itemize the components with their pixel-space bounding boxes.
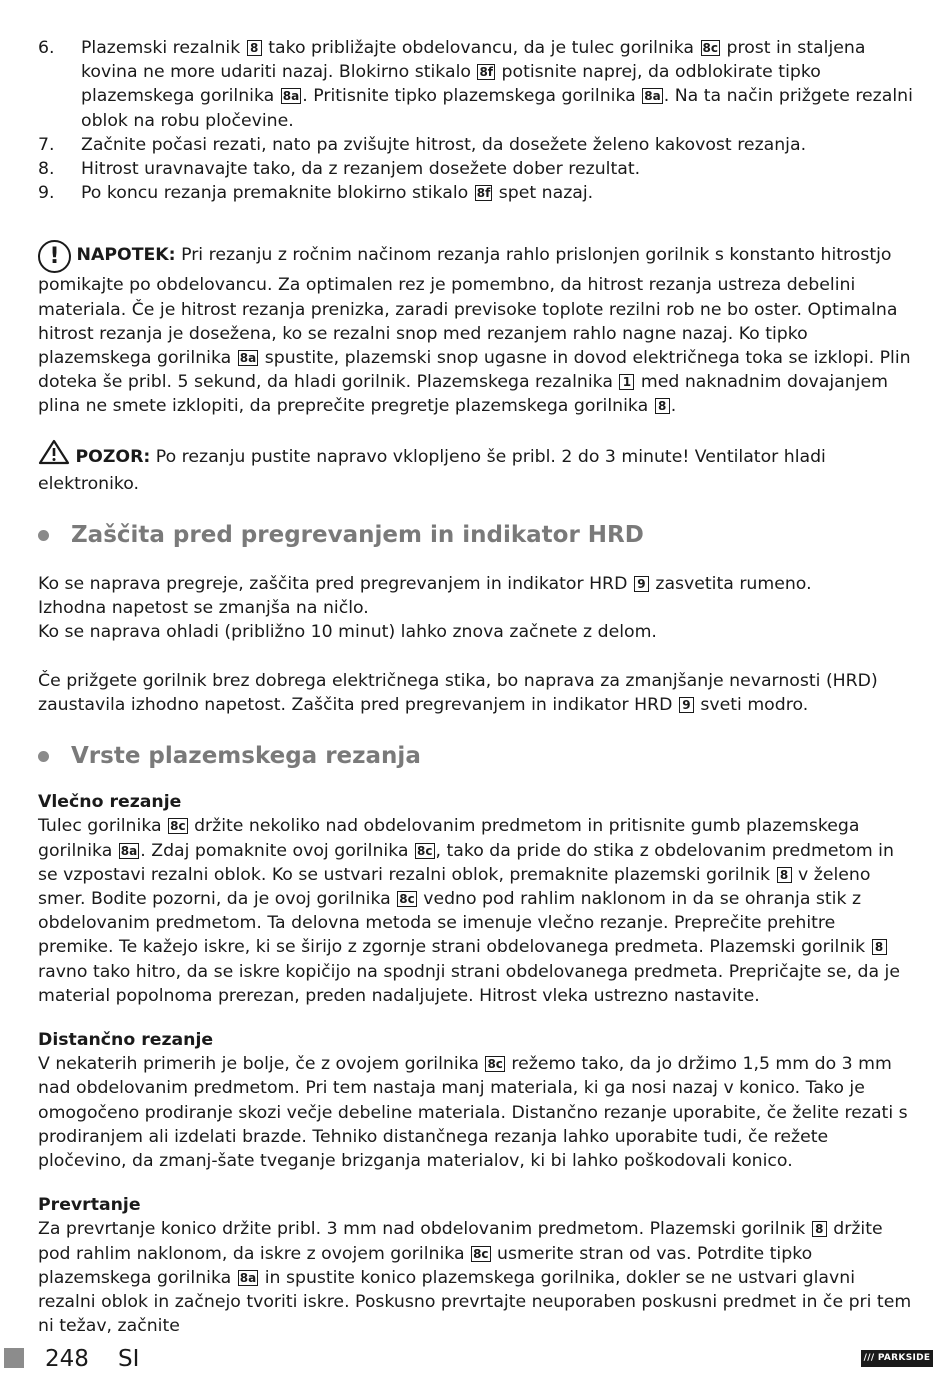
warning-block xyxy=(38,439,914,496)
text-run: Ko se naprava ohladi (približno 10 minut) lahko znova začnete z delom. xyxy=(38,622,657,643)
reference-number: 8 xyxy=(777,867,792,883)
reference-number: 8c xyxy=(417,843,433,858)
reference-number: 8a xyxy=(282,89,300,104)
paragraph xyxy=(38,572,914,645)
reference-number: 8c xyxy=(702,41,718,55)
section-heading-overheat xyxy=(38,520,914,550)
reference-number: 9 xyxy=(634,576,649,592)
reference-number: 8a xyxy=(644,89,661,104)
reference-number: 8f xyxy=(476,186,491,201)
text-run: . xyxy=(670,396,677,417)
step-text xyxy=(81,36,914,133)
paragraph xyxy=(38,1052,914,1173)
text-run: potisnite naprej, da odblokirate tipko plazemskega gorilnika xyxy=(81,62,821,107)
text-run: Plazemski rezalnik xyxy=(81,38,246,58)
reference-number: 8c xyxy=(399,891,415,906)
reference-number: 1 xyxy=(619,374,634,390)
text-run: , tako da pride do stika z obdelovanim predmetom in se vzpostavi rezalni oblok. Ko se ustvari rezalni oblok, premaknite plazemski gorilnik xyxy=(38,840,894,885)
text-run: Če prižgete gorilnik brez dobrega električnega stika, bo naprava za zmanjšanje nevarnosti (HRD) zaustavila izhodno napetost. Zaščita pred pregrevanjem in indikator HRD xyxy=(38,670,878,715)
reference-number: 8c xyxy=(487,1057,503,1072)
page-content xyxy=(38,36,914,1338)
reference-number: 8 xyxy=(872,939,887,955)
text-run: spet nazaj. xyxy=(493,183,594,204)
note-text xyxy=(38,245,911,416)
text-run: Ko se naprava pregreje, zaščita pred pregrevanjem in indikator HRD xyxy=(38,574,633,595)
text-run: usmerite stran od vas. Potrdite tipko plazemskega gorilnika xyxy=(38,1243,813,1288)
reference-number: 9 xyxy=(679,697,694,713)
bullet-icon xyxy=(38,751,49,762)
text-run: Hitrost uravnavajte tako, da z rezanjem dosežete dober rezultat. xyxy=(81,159,641,180)
step-item xyxy=(38,133,914,157)
text-run: v želeno smer. Bodite pozorni, da je ovoj gorilnika xyxy=(38,864,871,909)
text-run: Pri rezanju z ročnim načinom rezanja rahlo prislonjen gorilnik s konstanto hitrostjo pomikajte po obdelovancu. Za optimalen rez je pomembno, da hitrost rezanja ustreza debelini materiala. Če je hitrost rezanja prenizka, zaradi previsoke toplote rezilni rob ne bo oster. Optimalna hitrost rezanja je dosežena, ko se rezalni snop med rezanjem rahlo nagne nazaj. Ko tipko plazemskega gorilnika xyxy=(38,245,898,369)
reference-number: 8c xyxy=(170,819,186,834)
step-list xyxy=(38,36,914,205)
subheading-drag-cutting: Vlečno rezanje xyxy=(38,792,182,813)
paragraph xyxy=(38,1217,914,1338)
reference-number: 8c xyxy=(473,1246,489,1261)
text-run: držite nekoliko nad obdelovanim predmetom in pritisnite gumb plazemskega gorilnika xyxy=(38,816,860,861)
step-number: 9. xyxy=(38,183,55,204)
text-run: režemo tako, da jo držimo 1,5 mm do 3 mm nad obdelovanim predmetom. Pri tem nastaja manj materiala, ki ga nosi nazaj v konico. Tako je omogočeno prodiranje skozi večje debeline materiala. Distančno rezanje uporabite, če želite rezati s prodiranjem ali izdelati brazde. Tehniko distančnega rezanja lahko uporabite tudi, če režete pločevino, da zmanj-šate tveganje brizganja materialov, ki bi lahko poškodovali konico. xyxy=(38,1054,908,1171)
text-run: . Zdaj pomaknite ovoj gorilnika xyxy=(140,840,415,861)
section-heading-cutting-types xyxy=(38,741,914,771)
section-title: Vrste plazemskega rezanja xyxy=(71,743,421,770)
step-item xyxy=(38,36,914,133)
step-number: 6. xyxy=(38,38,55,58)
text-run: držite pod rahlim naklonom, da iskre z ovojem gorilnika xyxy=(38,1219,883,1264)
language-code: SI xyxy=(118,1346,140,1372)
text-run: Za prevrtanje konico držite pribl. 3 mm nad obdelovanim predmetom. Plazemski gorilnik xyxy=(38,1219,811,1240)
text-run: . Pritisnite tipko plazemskega gorilnika xyxy=(302,86,642,107)
warning-label: POZOR: xyxy=(75,446,151,467)
text-run: prost in staljena kovina ne more udariti nazaj. Blokirno stikalo xyxy=(81,38,866,83)
reference-number: 8a xyxy=(239,351,257,366)
reference-number: 8 xyxy=(655,398,670,414)
warning-triangle-icon xyxy=(38,439,70,472)
text-run: . Na ta način prižgete rezalni oblok na robu pločevine. xyxy=(81,86,913,131)
page-number: 248 xyxy=(45,1346,89,1372)
text-run: ravno tako hitro, da se iskre kopičijo na spodnji strani obdelovanega predmeta. Prepričajte se, da je material popolnoma prerezan, preden nadaljujete. Hitrost vleka ustrezno nastavite. xyxy=(38,961,900,1006)
text-run: Izhodna napetost se zmanjša na ničlo. xyxy=(38,598,369,619)
section-title: Zaščita pred pregrevanjem in indikator HRD xyxy=(71,522,644,549)
text-run: spustite, plazemski snop ugasne in dovod električnega toka se izklopi. Plin doteka še pribl. 5 sekund, da hladi gorilnik. Plazemskega rezalnika xyxy=(38,348,911,393)
step-item xyxy=(38,157,914,181)
exclamation-icon: ! xyxy=(38,240,71,273)
text-run: V nekaterih primerih je bolje, če z ovojem gorilnika xyxy=(38,1054,485,1075)
step-number: 8. xyxy=(38,159,55,180)
subheading-distance-cutting: Distančno rezanje xyxy=(38,1029,214,1050)
warning-text xyxy=(38,447,826,494)
text-run: Začnite počasi rezati, nato pa zvišujte hitrost, da dosežete želeno kakovost rezanja. xyxy=(81,134,807,155)
step-item xyxy=(38,181,914,205)
text-run: zasvetita rumeno. xyxy=(649,574,812,595)
reference-number: 8a xyxy=(120,843,138,858)
note-block xyxy=(38,240,914,418)
brand-logo: /// PARKSIDE xyxy=(861,1350,933,1367)
bullet-icon xyxy=(38,530,49,541)
note-label: NAPOTEK: xyxy=(76,245,176,266)
step-text xyxy=(81,181,914,205)
paragraph xyxy=(38,669,914,717)
text-run: med naknadnim dovajanjem plina ne smete izklopiti, da preprečite pregretje plazemskega gorilnika xyxy=(38,372,888,417)
paragraph xyxy=(38,814,914,1008)
reference-number: 8f xyxy=(479,65,494,80)
step-text xyxy=(81,133,914,157)
text-run: Po rezanju pustite napravo vklopljeno še pribl. 2 do 3 minute! Ventilator hladi elektroniko. xyxy=(38,446,826,494)
text-run: Tulec gorilnika xyxy=(38,816,168,837)
text-run: Po koncu rezanja premaknite blokirno stikalo xyxy=(81,183,474,204)
reference-number: 8 xyxy=(812,1221,827,1237)
reference-number: 8 xyxy=(247,40,262,56)
text-run: sveti modro. xyxy=(694,694,809,715)
reference-number: 8a xyxy=(239,1270,257,1285)
step-number: 7. xyxy=(38,134,55,155)
text-run: tako približajte obdelovancu, da je tulec gorilnika xyxy=(262,38,700,58)
subheading-piercing: Prevrtanje xyxy=(38,1195,141,1216)
step-text xyxy=(81,157,914,181)
footer-marker xyxy=(4,1348,24,1368)
text-run: vedno pod rahlim naklonom in da se ohranja stik z obdelovanim predmetom. Ta delovna metoda se imenuje vlečno rezanje. Preprečite prehitre premike. Te kažejo iskre, ki se širijo z zgornje strani obdelovanega predmeta. Plazemski gorilnik xyxy=(38,888,871,958)
text-run: in spustite konico plazemskega gorilnika, dokler se ne ustvari glavni rezalni oblok in začnejo tvoriti iskre. Poskusno prevrtajte neuporaben poskusni predmet in če pri tem ni težav, začnite xyxy=(38,1267,912,1337)
